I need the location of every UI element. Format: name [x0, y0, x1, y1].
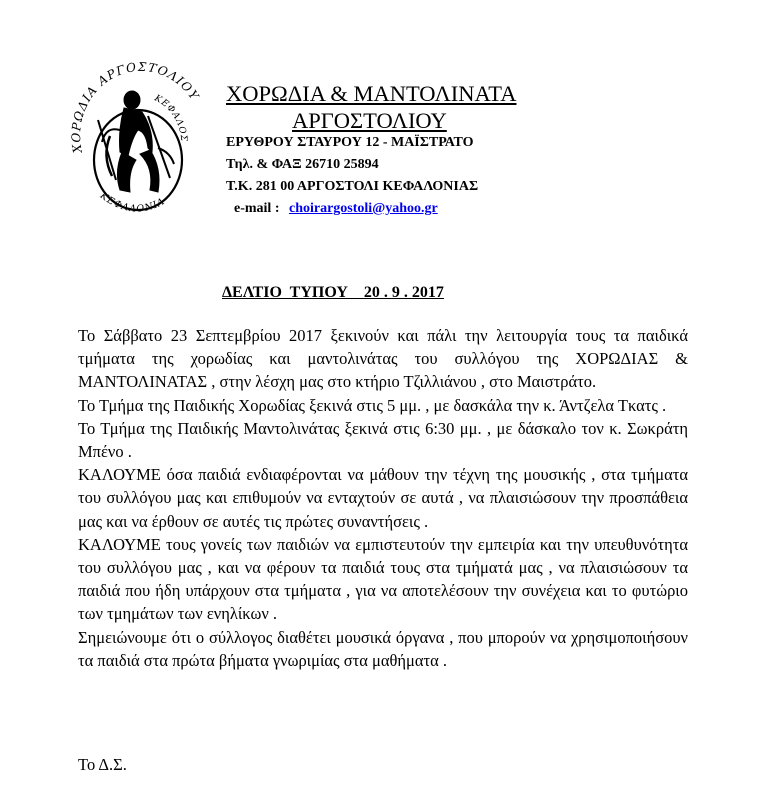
svg-text:ΚΕΦΑΛΟΣ [152, 93, 189, 142]
logo-side-text: ΚΕΦΑΛΟΣ [152, 93, 189, 143]
postal-line: Τ.Κ. 281 00 ΑΡΓΟΣΤΟΛΙ ΚΕΦΑΛΟΝΙΑΣ [226, 179, 479, 194]
email-label: e-mail : [234, 201, 280, 216]
address-line: ΕΡΥΘΡΟΥ ΣΤΑΥΡΟΥ 12 - ΜΑΪΣΤΡΑΤΟ [226, 135, 474, 150]
contact-block [226, 132, 478, 220]
paragraph-3: Το Τμήμα της Παιδικής Μαντολινάτας ξεκινά στις 6:30 μμ. , με δάσκαλο τον κ. Σωκράτη Μπένο . [78, 418, 688, 462]
organization-title [226, 80, 586, 134]
email-link[interactable]: choirargostoli@yahoo.gr [288, 201, 438, 216]
paragraph-1: Το Σάββατο 23 Σεπτεμβρίου 2017 ξεκινούν και πάλι την λειτουργία τους τα παιδικά τμήματα της χορωδίας και μαντολινάτας του συλλόγου της ΧΟΡΩΔΙΑΣ & ΜΑΝΤΟΛΙΝΑΤΑΣ , στην λέσχη μας στο κτήριο Τζιλλιάνου , στο Μαιστράτο. [78, 326, 688, 392]
phone-line: Τηλ. & ΦΑΞ 26710 25894 [226, 157, 379, 172]
logo-bottom-text: ΚΕΦΑΛΟΝΙΑ [97, 190, 168, 215]
paragraph-5: ΚΑΛΟΥΜΕ τους γονείς των παιδιών να εμπιστευτούν την εμπειρία και την υπευθυνότητα του συλλόγου μας , και να φέρουν τα παιδιά τους στα τμήματά μας , να πλαισιώσουν τα παιδιά που ήδη υπάρχουν στα τμήματα , για να αποτελέσουν την συνέχεια και το φυτώριο των τμημάτων των ενηλίκων . [78, 534, 688, 624]
press-release-heading: ΔΕΛΤΙΟ ΤΥΠΟΥ 20 . 9 . 2017 [222, 284, 444, 301]
paragraph-4: ΚΑΛΟΥΜΕ όσα παιδιά ενδιαφέρονται να μάθουν την τέχνη της μουσικής , στα τμήματα του συλλόγου μας και επιθυμούν να ενταχτούν σε αυτά , να πλαισιώσουν την προσπάθεια μας και να έρθουν σε αυτές τις πρώτες συναντήσεις . [78, 465, 688, 531]
title-line-1: ΧΟΡΩΔΙΑ & ΜΑΝΤΟΛΙΝΑΤΑ [226, 81, 517, 106]
email-line [226, 198, 478, 220]
signature: Το Δ.Σ. [78, 755, 127, 774]
paragraph-2: Το Τμήμα της Παιδικής Χορωδίας ξεκινά στις 5 μμ. , με δασκάλα την κ. Άντζελα Τκατς . [78, 395, 667, 415]
press-release-body [78, 324, 688, 672]
paragraph-6: Σημειώνουμε ότι ο σύλλογος διαθέτει μουσικά όργανα , που μπορούν να χρησιμοποιήσουν τα παιδιά στα πρώτα βήματα γνωριμίας στα μαθήματα . [78, 627, 688, 670]
title-line-2: ΑΡΓΟΣΤΟΛΙΟΥ [292, 108, 447, 133]
svg-text:ΚΕΦΑΛΟΝΙΑ [97, 190, 167, 215]
choir-logo [62, 60, 212, 225]
logo-ring-text: ΧΟΡΩΔΙΑ ΑΡΓΟΣΤΟΛΙΟΥ [69, 60, 202, 154]
